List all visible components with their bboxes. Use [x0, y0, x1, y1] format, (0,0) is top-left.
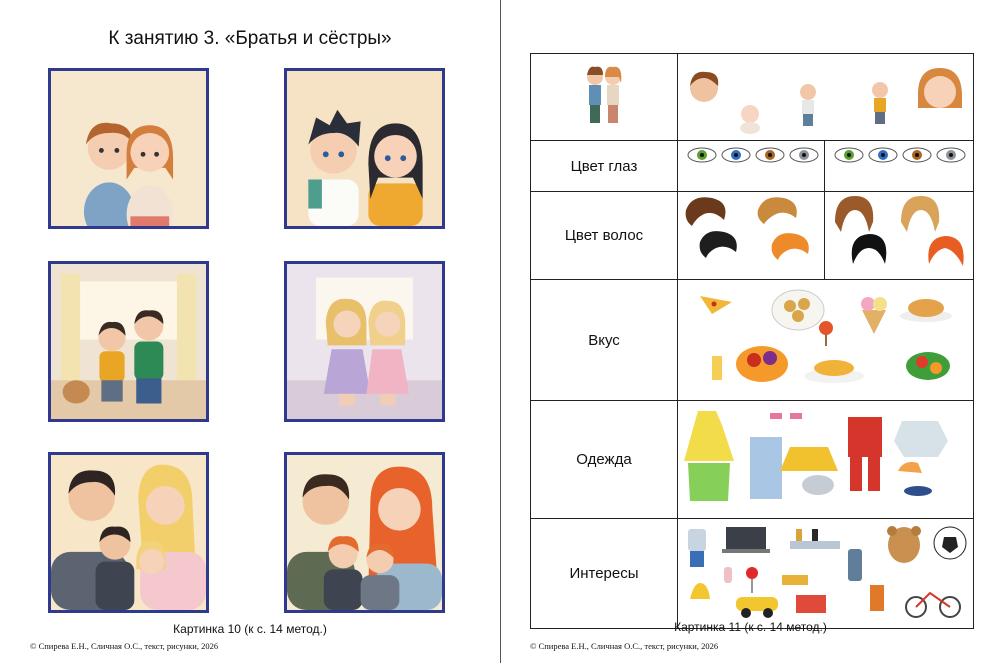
hair-color-icons [678, 192, 825, 280]
right-page [501, 0, 1000, 663]
table-row [531, 280, 974, 401]
row-label: Одежда [531, 401, 678, 519]
eye-color-icons [678, 141, 825, 192]
row-label: Цвет глаз [531, 141, 678, 192]
table-row [531, 54, 974, 141]
copyright-note: © Спирева Е.Н., Сличная О.С., текст, рисунки, 2026 [30, 641, 219, 651]
hair-color-icons-girl [825, 192, 974, 280]
food-icons [678, 280, 974, 401]
two-sisters-in-room-illustration [284, 261, 445, 422]
row-label: Цвет волос [531, 192, 678, 280]
family-dark-hair-blonde-illustration [48, 452, 209, 613]
picture-caption: Картинка 10 (к с. 14 метод.) [173, 622, 327, 636]
clothes-icons [678, 401, 974, 519]
table-row [531, 519, 974, 629]
table-row [531, 401, 974, 519]
row-label: Интересы [531, 519, 678, 629]
dark-haired-siblings-illustration [284, 68, 445, 229]
brother-sister-icon [531, 55, 677, 136]
row-label: Вкус [531, 280, 678, 401]
picture-caption: Картинка 11 (к с. 14 метод.) [674, 620, 827, 634]
toys-interests-icons [678, 519, 974, 629]
two-brothers-in-room-illustration [48, 261, 209, 422]
copyright-note: © Спирева Е.Н., Сличная О.С., текст, рисунки, 2026 [530, 641, 719, 651]
eye-color-icons-girl [825, 141, 974, 192]
table-row [531, 192, 974, 280]
comparison-table [530, 53, 974, 629]
page-title: К занятию 3. «Братья и сёстры» [108, 28, 392, 49]
row-label [531, 54, 678, 141]
table-row [531, 141, 974, 192]
children-and-faces-icons [678, 54, 974, 141]
family-redhead-illustration [284, 452, 445, 613]
brother-sister-children-illustration [48, 68, 209, 229]
